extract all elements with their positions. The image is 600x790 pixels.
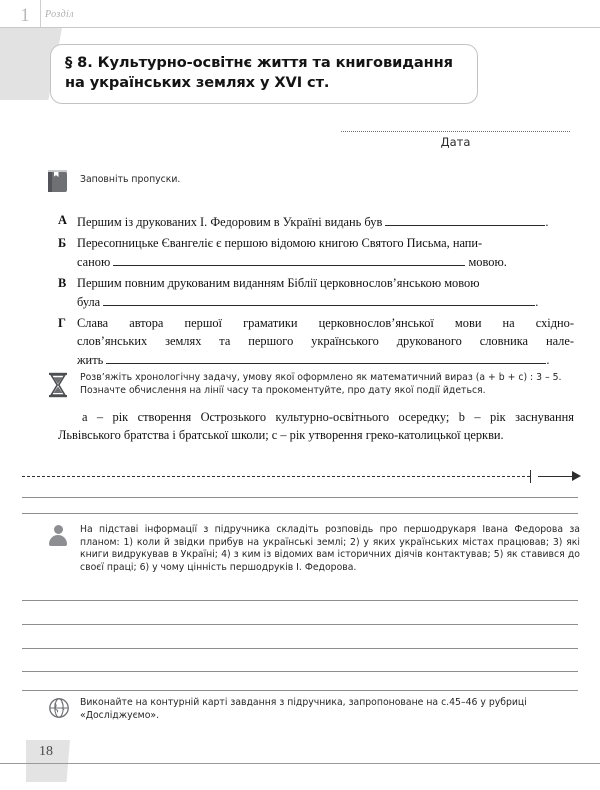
book-icon (48, 170, 70, 192)
section-title-box (50, 44, 478, 104)
fill-item-v-line-2-before: була (77, 295, 101, 310)
fill-item-b-line-2-after: мовою. (468, 255, 507, 270)
fill-item-v-line-2-after: . (535, 295, 539, 310)
fill-item-g-line-1: Слава автора першої граматики церковнослов’янської мови на східно- (77, 315, 574, 330)
fill-item-g-line-3-before: жить (77, 353, 104, 368)
fill-item-g-line-3-after: . (546, 353, 550, 368)
task-chronology-instruction (80, 372, 580, 397)
task-chronology-instruction-line-1: Розв’яжіть хронологічну задачу, умову якої оформлено як математичний вираз (a + b + c) : 3 – 5. (80, 372, 562, 383)
task-map-work-instruction (80, 697, 580, 722)
fill-item-g-blank[interactable] (106, 350, 546, 364)
section-divider-top (22, 497, 578, 498)
time-line-solid (538, 476, 574, 477)
fill-item-b (58, 235, 574, 272)
task-chronology-instruction-line-2: Позначте обчислення на лінії часу та прокоментуйте, про дату якої події йдеться. (80, 384, 486, 396)
task-fill-blanks-instruction: Заповніть пропуски. (80, 174, 181, 185)
task-chronology-header (48, 372, 580, 403)
footer-divider (0, 763, 600, 764)
fill-blanks-list (58, 212, 574, 373)
page-number: 18 (39, 744, 53, 759)
fill-item-a-text: Першим із друкованих І. Федоровим в Україні видань був (77, 215, 383, 229)
chapter-number: 1 (20, 5, 30, 26)
section-title-line-1: § 8. Культурно-освітнє життя та книговидання (65, 54, 453, 71)
fill-item-a-marker: А (58, 213, 67, 227)
answer-line-5[interactable] (22, 690, 578, 691)
fill-item-v-blank[interactable] (103, 292, 535, 306)
fill-item-g (58, 315, 574, 370)
task-map-work-header (48, 697, 580, 724)
fill-item-g-line-2: слов’янських землях та першого українського друкованого словника нале- (77, 333, 574, 348)
fill-item-b-blank[interactable] (113, 252, 465, 266)
task-narrative-header (48, 524, 580, 574)
fill-item-a-text-after: . (545, 215, 549, 229)
date-input-line[interactable] (341, 131, 570, 132)
fill-item-v-marker: В (58, 275, 67, 290)
task-narrative-instruction: На підставі інформації з підручника складіть розповідь про першодрукаря Івана Федорова за планом: 1) коли й звідки прибув на українські землі; 2) у яких українських містах працював; 3) які книги видрукував в Україні; 4) з ким із відомих вам історичних діячів контактував; 5) як ставився до своєї праці; 6) у чому цінність першодруків І. Федорова. (80, 524, 580, 573)
answer-line-2[interactable] (22, 624, 578, 625)
globe-icon (48, 697, 70, 724)
fill-item-b-line-1: Пересопницьке Євангеліє є першою відомою книгою Святого Письма, напи- (77, 235, 483, 250)
fill-item-v (58, 275, 574, 312)
answer-line-4[interactable] (22, 671, 578, 672)
section-divider-bottom (22, 513, 578, 514)
hourglass-icon (48, 372, 70, 403)
person-icon (48, 524, 70, 546)
answer-line-1[interactable] (22, 600, 578, 601)
fill-item-b-line-2-before: саною (77, 255, 111, 270)
fill-item-g-marker: Г (58, 315, 66, 330)
header-divider (0, 27, 600, 28)
date-label: Дата (440, 135, 471, 149)
fill-item-a (58, 212, 574, 232)
task-fill-blanks-header (48, 170, 348, 192)
time-line-arrow-icon (572, 471, 581, 481)
fill-item-b-marker: Б (58, 235, 67, 250)
header-vertical-separator (40, 0, 41, 27)
chronology-definitions: a – рік створення Острозького культурно-освітнього осередку; b – рік заснування Львівського братства і братської школи; c – рік утворення греко-католицької церкви. (58, 410, 574, 442)
answer-line-3[interactable] (22, 648, 578, 649)
section-title-line-2: на українських землях у XVI ст. (65, 74, 330, 91)
time-line-dashed[interactable] (22, 476, 530, 477)
fill-item-a-blank[interactable] (385, 212, 545, 226)
fill-item-v-line-1: Першим повним друкованим виданням Біблії церковнослов’янською мовою (77, 275, 480, 290)
task-map-work-instruction-line-2: «Досліджуємо». (80, 709, 160, 721)
task-map-work-instruction-line-1: Виконайте на контурній карті завдання з підручника, запропоноване на с.45–46 у рубриці (80, 697, 527, 708)
chapter-label: Розділ (45, 9, 74, 20)
time-line-tick (530, 470, 531, 483)
